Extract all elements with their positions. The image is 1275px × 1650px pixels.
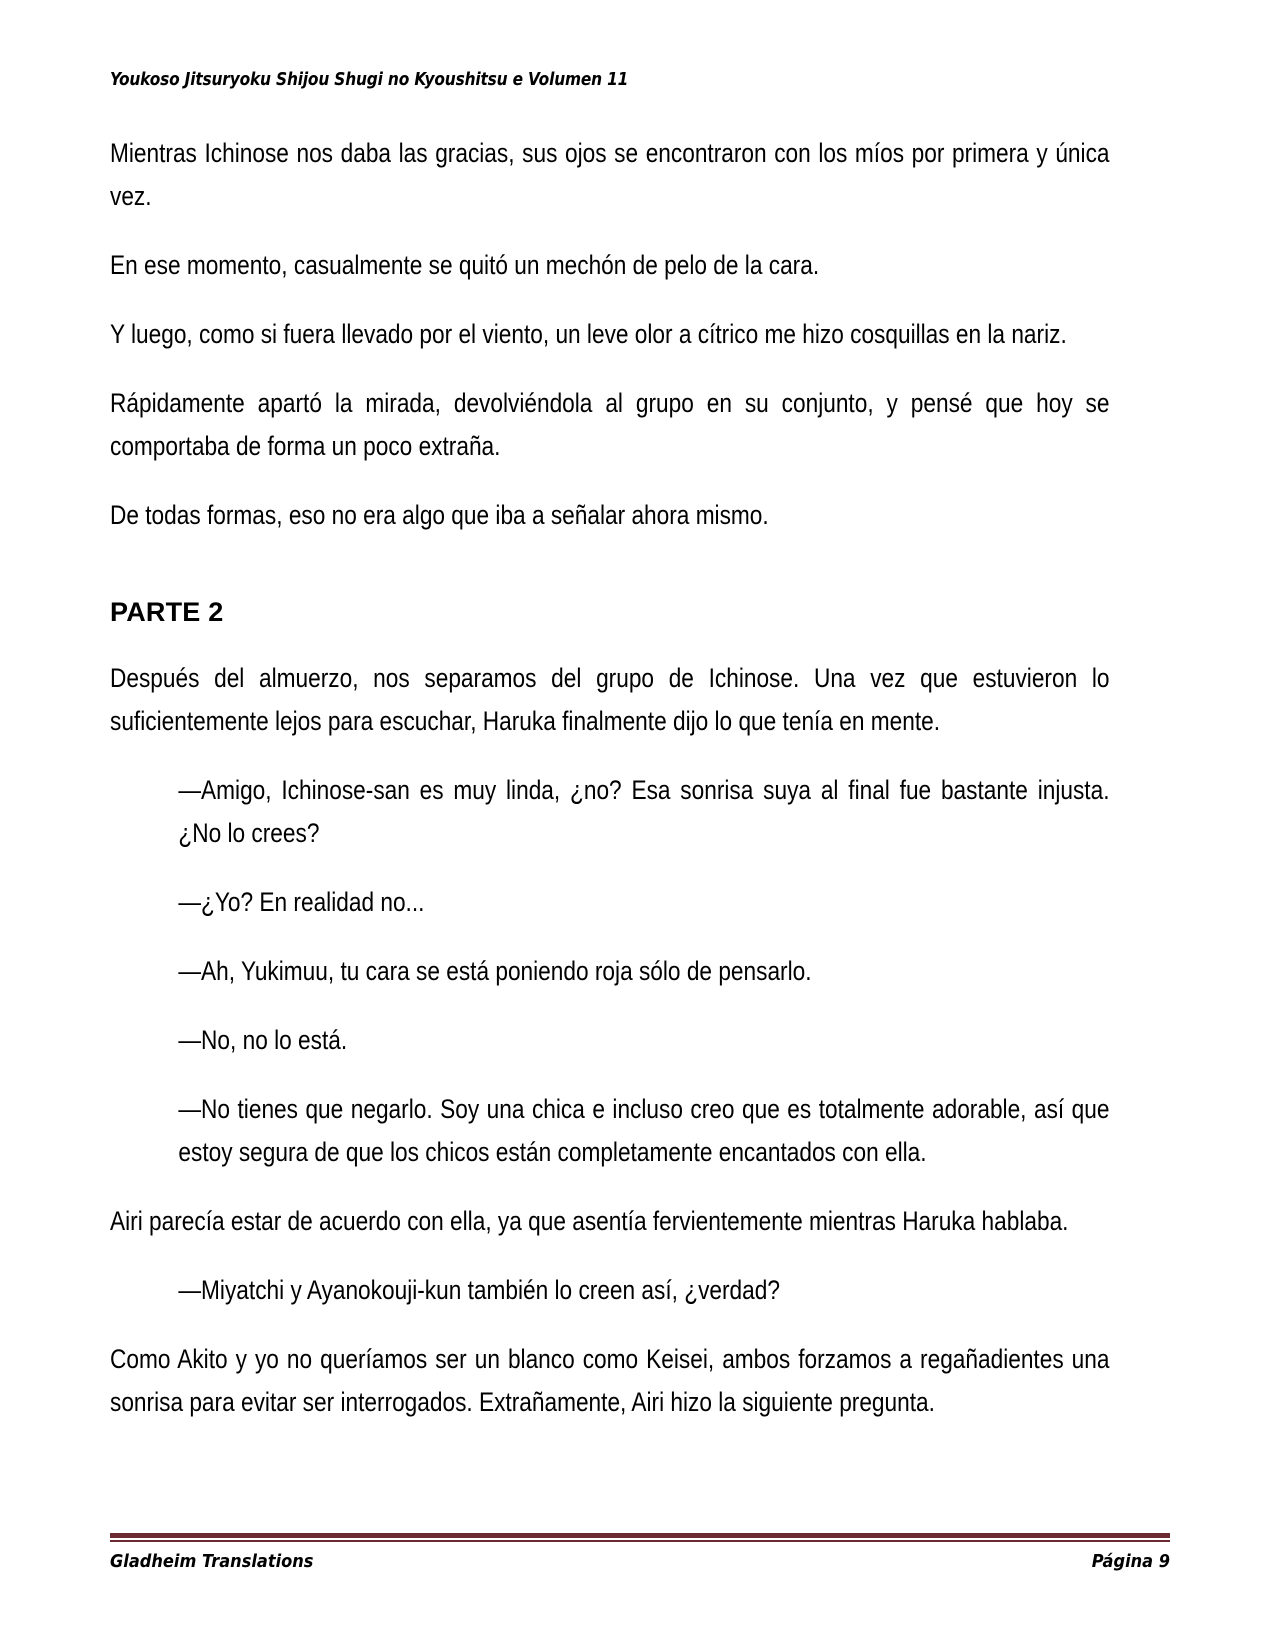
page-header <box>110 68 1170 98</box>
dialogue-line: —No tienes que negarlo. Soy una chica e incluso creo que es totalmente adorable, así que estoy segura de que los chicos están completamente encantados con ella. <box>178 1094 1110 1167</box>
dialogue-line: —Miyatchi y Ayanokouji-kun también lo creen así, ¿verdad? <box>178 1275 780 1305</box>
paragraph: Airi parecía estar de acuerdo con ella, ya que asentía fervientemente mientras Haruka hablaba. <box>110 1206 1069 1236</box>
paragraph: Mientras Ichinose nos daba las gracias, sus ojos se encontraron con los míos por primera y única vez. <box>110 138 1110 211</box>
paragraph: Rápidamente apartó la mirada, devolviéndola al grupo en su conjunto, y pensé que hoy se comportaba de forma un poco extraña. <box>110 388 1110 461</box>
page-footer <box>110 1533 1170 1572</box>
footer-page-number: Página 9 <box>1091 1551 1170 1572</box>
paragraph: Después del almuerzo, nos separamos del grupo de Ichinose. Una vez que estuvieron lo suficientemente lejos para escuchar, Haruka finalmente dijo lo que tenía en mente. <box>110 663 1110 736</box>
paragraph: En ese momento, casualmente se quitó un mechón de pelo de la cara. <box>110 250 820 280</box>
section-heading: PARTE 2 <box>110 597 224 627</box>
dialogue-line: —No, no lo está. <box>178 1025 348 1055</box>
document-body <box>110 132 1110 1450</box>
header-title: Youkoso Jitsuryoku Shijou Shugi no Kyoushitsu e Volumen 11 <box>110 70 629 90</box>
section-heading-block <box>110 595 1110 629</box>
dialogue-line: —Amigo, Ichinose-san es muy linda, ¿no? Esa sonrisa suya al final fue bastante injusta. ¿No lo crees? <box>178 775 1110 848</box>
paragraph: De todas formas, eso no era algo que iba a señalar ahora mismo. <box>110 500 769 530</box>
footer-row <box>110 1551 1170 1572</box>
paragraph: Y luego, como si fuera llevado por el viento, un leve olor a cítrico me hizo cosquillas en la nariz. <box>110 319 1067 349</box>
dialogue-line: —¿Yo? En realidad no... <box>178 887 425 917</box>
footer-rule-thin <box>110 1540 1170 1542</box>
dialogue-line: —Ah, Yukimuu, tu cara se está poniendo roja sólo de pensarlo. <box>178 956 812 986</box>
paragraph: Como Akito y yo no queríamos ser un blanco como Keisei, ambos forzamos a regañadientes una sonrisa para evitar ser interrogados. Extrañamente, Airi hizo la siguiente pregunta. <box>110 1344 1110 1417</box>
footer-translator-label: Gladheim Translations <box>110 1551 314 1572</box>
